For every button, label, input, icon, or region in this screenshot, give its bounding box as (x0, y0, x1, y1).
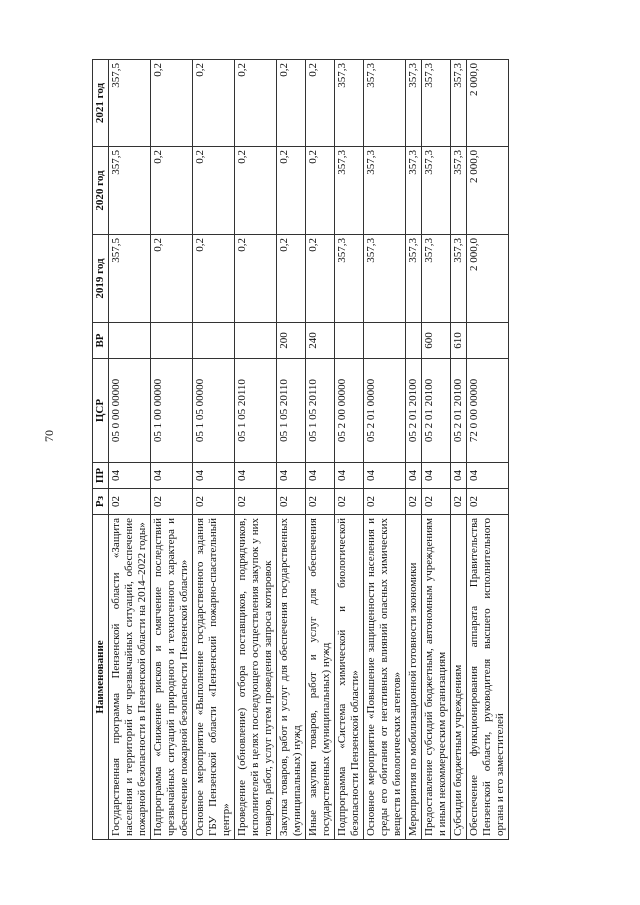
table-row (277, 60, 306, 840)
table-row (406, 60, 422, 840)
header-2019: 2019 год (93, 235, 109, 323)
cell-csr: 05 1 00 00000 (151, 359, 193, 463)
cell-csr: 05 1 05 20110 (277, 359, 306, 463)
cell-pr: 04 (422, 463, 451, 489)
cell-rz: 02 (451, 489, 467, 515)
cell-2020: 0,2 (277, 147, 306, 235)
cell-name: Предоставление субсидий бюджетным, автономным учреждениям и иным некоммерческим организациям (422, 515, 451, 840)
cell-rz: 02 (151, 489, 193, 515)
cell-2019: 0,2 (277, 235, 306, 323)
cell-2019: 0,2 (151, 235, 193, 323)
cell-csr: 05 1 05 20110 (306, 359, 335, 463)
cell-csr: 05 2 00 00000 (335, 359, 364, 463)
cell-2021: 357,5 (109, 60, 151, 147)
page-number: 70 (42, 430, 56, 442)
cell-rz: 02 (364, 489, 406, 515)
cell-vr (364, 323, 406, 359)
cell-pr: 04 (277, 463, 306, 489)
cell-name: Проведение (обновление) отбора поставщиков, подрядчиков, исполнителей в целях последующего осуществления закупок у них товаров, работ, услуг путем проведения запроса котировок (235, 515, 277, 840)
table-row (151, 60, 193, 840)
cell-name: Субсидии бюджетным учреждениям (451, 515, 467, 840)
cell-2021: 0,2 (193, 60, 235, 147)
cell-vr: 610 (451, 323, 467, 359)
cell-vr (467, 323, 509, 359)
cell-vr (406, 323, 422, 359)
cell-2019: 357,3 (406, 235, 422, 323)
cell-csr: 72 0 00 00000 (467, 359, 509, 463)
cell-vr: 200 (277, 323, 306, 359)
cell-2019: 0,2 (306, 235, 335, 323)
cell-pr: 04 (364, 463, 406, 489)
cell-2021: 357,3 (406, 60, 422, 147)
cell-rz: 02 (467, 489, 509, 515)
cell-2021: 0,2 (277, 60, 306, 147)
cell-rz: 02 (406, 489, 422, 515)
cell-2019: 357,3 (422, 235, 451, 323)
cell-2019: 0,2 (193, 235, 235, 323)
budget-table (92, 59, 509, 840)
cell-name: Закупка товаров, работ и услуг для обеспечения государственных (муниципальных) нужд (277, 515, 306, 840)
cell-2020: 357,3 (451, 147, 467, 235)
cell-2020: 2 000,0 (467, 147, 509, 235)
table-row (109, 60, 151, 840)
cell-pr: 04 (109, 463, 151, 489)
cell-vr (193, 323, 235, 359)
header-2021: 2021 год (93, 60, 109, 147)
table-row (451, 60, 467, 840)
cell-2020: 357,3 (422, 147, 451, 235)
cell-pr: 04 (235, 463, 277, 489)
cell-pr: 04 (193, 463, 235, 489)
cell-2021: 0,2 (151, 60, 193, 147)
header-pr: ПР (93, 463, 109, 489)
cell-2021: 357,3 (451, 60, 467, 147)
cell-name: Обеспечение функционирования аппарата Правительства Пензенской области, руководителя высшего исполнительного органа и его заместителей (467, 515, 509, 840)
table-row (235, 60, 277, 840)
table-row (422, 60, 451, 840)
cell-pr: 04 (151, 463, 193, 489)
table-body (109, 60, 509, 840)
header-vr: ВР (93, 323, 109, 359)
table-row (193, 60, 235, 840)
cell-2021: 0,2 (235, 60, 277, 147)
cell-vr (109, 323, 151, 359)
cell-pr: 04 (306, 463, 335, 489)
header-2020: 2020 год (93, 147, 109, 235)
cell-vr (335, 323, 364, 359)
cell-pr: 04 (467, 463, 509, 489)
cell-rz: 02 (109, 489, 151, 515)
cell-2021: 357,3 (364, 60, 406, 147)
cell-rz: 02 (422, 489, 451, 515)
cell-2020: 0,2 (235, 147, 277, 235)
cell-2021: 357,3 (335, 60, 364, 147)
cell-2019: 357,5 (109, 235, 151, 323)
cell-2020: 0,2 (151, 147, 193, 235)
table-row (364, 60, 406, 840)
cell-csr: 05 1 05 00000 (193, 359, 235, 463)
cell-csr: 05 0 00 00000 (109, 359, 151, 463)
cell-2020: 357,3 (335, 147, 364, 235)
cell-csr: 05 2 01 00000 (364, 359, 406, 463)
cell-name: Основное мероприятие «Повышение защищенности населения и среды его обитания от негативных влияний опасных химических веществ и биологических агентов» (364, 515, 406, 840)
cell-pr: 04 (335, 463, 364, 489)
cell-rz: 02 (335, 489, 364, 515)
table-row (467, 60, 509, 840)
cell-csr: 05 2 01 20100 (451, 359, 467, 463)
cell-vr (151, 323, 193, 359)
cell-2020: 357,3 (406, 147, 422, 235)
table-row (306, 60, 335, 840)
cell-2020: 0,2 (306, 147, 335, 235)
cell-pr: 04 (406, 463, 422, 489)
table-row (335, 60, 364, 840)
cell-name: Государственная программа Пензенской области «Защита населения и территорий от чрезвычайных ситуаций, обеспечение пожарной безопасности в Пензенской области на 2014–2022 годы» (109, 515, 151, 840)
rotated-table-container (92, 60, 509, 840)
cell-2020: 0,2 (193, 147, 235, 235)
cell-name: Подпрограмма «Снижение рисков и смягчение последствий чрезвычайных ситуаций природного и техногенного характера и обеспечение пожарной безопасности Пензенской области» (151, 515, 193, 840)
cell-name: Подпрограмма «Система химической и биологической безопасности Пензенской области» (335, 515, 364, 840)
cell-rz: 02 (235, 489, 277, 515)
header-csr: ЦСР (93, 359, 109, 463)
header-name: Наименование (93, 515, 109, 840)
cell-2021: 2 000,0 (467, 60, 509, 147)
cell-rz: 02 (193, 489, 235, 515)
cell-2020: 357,3 (364, 147, 406, 235)
cell-2019: 2 000,0 (467, 235, 509, 323)
cell-vr: 600 (422, 323, 451, 359)
cell-2020: 357,5 (109, 147, 151, 235)
cell-pr: 04 (451, 463, 467, 489)
cell-vr (235, 323, 277, 359)
cell-csr: 05 1 05 20110 (235, 359, 277, 463)
cell-csr: 05 2 01 20100 (406, 359, 422, 463)
header-rz: Рз (93, 489, 109, 515)
cell-2019: 357,3 (335, 235, 364, 323)
cell-2019: 357,3 (451, 235, 467, 323)
cell-rz: 02 (306, 489, 335, 515)
table-header-row (93, 60, 109, 840)
cell-name: Иные закупки товаров, работ и услуг для обеспечения государственных (муниципальных) нужд (306, 515, 335, 840)
cell-name: Основное мероприятие «Выполнение государственного задания ГБУ Пензенской области «Пензенский пожарно-спасательный центр» (193, 515, 235, 840)
cell-2019: 357,3 (364, 235, 406, 323)
cell-2021: 0,2 (306, 60, 335, 147)
cell-name: Мероприятия по мобилизационной готовности экономики (406, 515, 422, 840)
cell-2019: 0,2 (235, 235, 277, 323)
cell-2021: 357,3 (422, 60, 451, 147)
cell-rz: 02 (277, 489, 306, 515)
cell-vr: 240 (306, 323, 335, 359)
cell-csr: 05 2 01 20100 (422, 359, 451, 463)
